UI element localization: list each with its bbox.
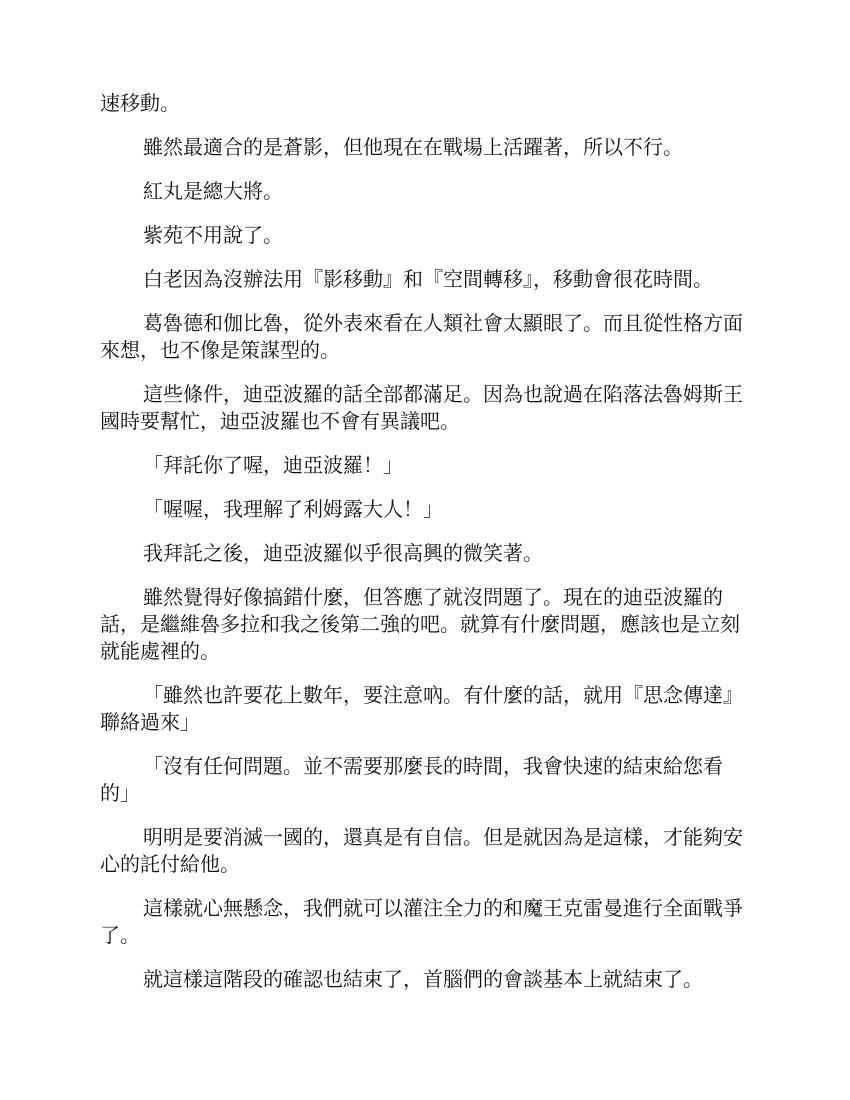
document-page (100, 90, 750, 1010)
paragraph: 就這樣這階段的確認也結束了，首腦們的會談基本上就結束了。 (143, 967, 703, 991)
paragraph: 明明是要消滅一國的，還真是有自信。但是就因為是這樣，才能夠安心的託付給他。 (100, 825, 743, 876)
paragraph: 雖然覺得好像搞錯什麼，但答應了就沒問題了。現在的迪亞波羅的話，是繼維魯多拉和我之後第二強的吧。就算有什麼問題，應該也是立刻就能處裡的。 (100, 585, 740, 663)
paragraph: 我拜託之後，迪亞波羅似乎很高興的微笑著。 (143, 541, 543, 565)
paragraph: 白老因為沒辦法用『影移動』和『空間轉移』，移動會很花時間。 (143, 267, 713, 291)
paragraph: 「雖然也許要花上數年，要注意吶。有什麼的話，就用『思念傳達』聯絡過來」 (100, 683, 743, 734)
paragraph: 這些條件，迪亞波羅的話全部都滿足。因為也說過在陷落法魯姆斯王國時要幫忙，迪亞波羅也不會有異議吧。 (100, 382, 743, 433)
paragraph: 紫苑不用說了。 (143, 223, 283, 247)
paragraph: 紅丸是總大將。 (143, 179, 283, 203)
paragraph: 這樣就心無懸念，我們就可以灌注全力的和魔王克雷曼進行全面戰爭了。 (100, 896, 743, 947)
paragraph: 速移動。 (100, 91, 180, 115)
paragraph: 「拜託你了喔，迪亞波羅！」 (143, 453, 403, 477)
paragraph: 「沒有任何問題。並不需要那麼長的時間，我會快速的結束給您看的」 (100, 754, 723, 805)
paragraph: 「喔喔，我理解了利姆露大人！」 (143, 497, 443, 521)
paragraph: 葛魯德和伽比魯，從外表來看在人類社會太顯眼了。而且從性格方面來想，也不像是策謀型的。 (100, 311, 743, 362)
paragraph: 雖然最適合的是蒼影，但他現在在戰場上活躍著，所以不行。 (143, 135, 683, 159)
